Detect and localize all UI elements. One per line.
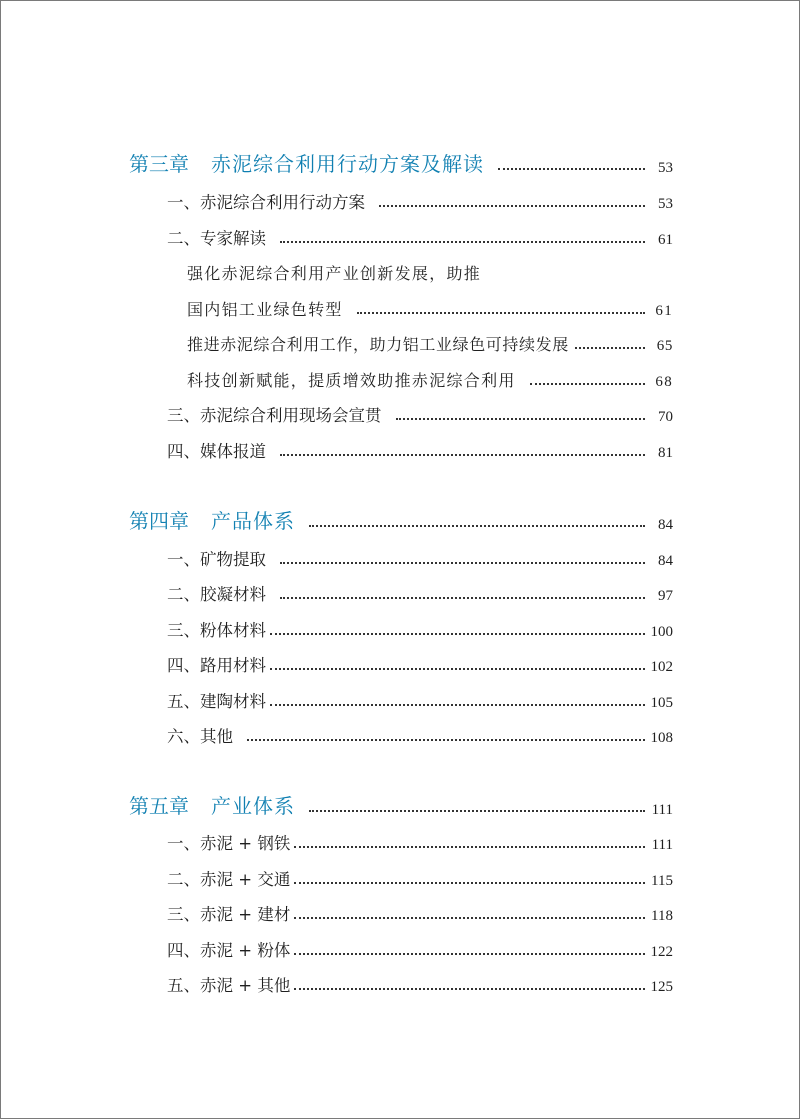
entry-label: 五、赤泥 + 其他 (167, 976, 291, 995)
entry-label: 科技创新赋能，提质增效助推赤泥综合利用 (187, 371, 516, 390)
page-number: 68 (655, 374, 673, 390)
toc-entry[interactable] (167, 937, 673, 961)
toc-entry[interactable] (167, 225, 673, 249)
entry-label: 一、赤泥 + 钢铁 (167, 834, 291, 853)
dot-leader (280, 561, 645, 564)
chapter-title: 产品体系 (211, 509, 295, 533)
entry-label: 二、赤泥 + 交通 (167, 870, 291, 889)
entry-label: 二、专家解读 (167, 229, 266, 248)
entry-label: 推进赤泥综合利用工作，助力铝工业绿色可持续发展 (187, 335, 569, 354)
entry-label: 一、矿物提取 (167, 550, 266, 569)
toc-entry[interactable] (167, 972, 673, 996)
page-number: 81 (658, 445, 673, 461)
entry-label: 国内铝工业绿色转型 (187, 300, 343, 319)
page-number: 61 (658, 232, 673, 248)
page-number: 61 (655, 303, 673, 319)
dot-leader (294, 952, 644, 955)
page-number: 118 (651, 908, 673, 924)
dot-leader (270, 632, 645, 635)
entry-label: 二、胶凝材料 (167, 585, 266, 604)
dot-leader (280, 453, 645, 456)
page-number: 84 (658, 553, 673, 569)
entry-label: 三、粉体材料 (167, 621, 266, 640)
entry-label: 强化赤泥综合利用产业创新发展，助推 (187, 264, 482, 283)
chapter-number: 第四章 (129, 509, 189, 533)
entry-label: 四、路用材料 (167, 656, 266, 675)
dot-leader (575, 346, 645, 349)
dot-leader (280, 596, 645, 599)
entry-label: 三、赤泥综合利用现场会宣贯 (167, 406, 382, 425)
chapter-title: 赤泥综合利用行动方案及解读 (211, 152, 484, 176)
dot-leader (294, 987, 644, 990)
toc-entry[interactable] (167, 402, 673, 426)
chapter-title: 产业体系 (211, 794, 295, 818)
page-number: 111 (651, 802, 673, 818)
page-number: 84 (658, 517, 673, 533)
chapter-number: 第三章 (129, 152, 189, 176)
toc-entry[interactable] (167, 830, 673, 854)
dot-leader (498, 167, 645, 170)
toc-entry[interactable] (167, 438, 673, 462)
toc-subentry[interactable] (187, 331, 673, 355)
dot-leader (379, 204, 645, 207)
toc-entry[interactable] (167, 189, 673, 213)
entry-label: 四、媒体报道 (167, 442, 266, 461)
page-number: 105 (650, 695, 673, 711)
entry-label: 五、建陶材料 (167, 692, 266, 711)
page-number: 53 (658, 160, 673, 176)
page-number: 122 (650, 944, 673, 960)
toc-entry[interactable] (167, 688, 673, 712)
dot-leader (294, 845, 645, 848)
chapter-number: 第五章 (129, 794, 189, 818)
toc-chapter-3[interactable] (129, 151, 673, 177)
toc-entry[interactable] (167, 546, 673, 570)
dot-leader (294, 881, 645, 884)
dot-leader (294, 916, 645, 919)
dot-leader (530, 382, 645, 385)
page-number: 65 (656, 338, 673, 354)
dot-leader (357, 311, 645, 314)
page-number: 108 (650, 730, 673, 746)
dot-leader (309, 809, 645, 812)
dot-leader (309, 524, 645, 527)
entry-label: 四、赤泥 + 粉体 (167, 941, 291, 960)
page-number: 100 (650, 624, 673, 640)
toc-chapter-5[interactable] (129, 793, 673, 819)
dot-leader (270, 667, 645, 670)
page-number: 53 (658, 196, 673, 212)
dot-leader (247, 738, 645, 741)
dot-leader (270, 703, 645, 706)
page-number: 111 (651, 837, 673, 853)
entry-label: 六、其他 (167, 727, 233, 746)
toc-entry[interactable] (167, 617, 673, 641)
toc-entry[interactable] (167, 866, 673, 890)
toc-entry[interactable] (167, 723, 673, 747)
toc-entry[interactable] (167, 652, 673, 676)
page-number: 125 (650, 979, 673, 995)
toc-subentry[interactable] (187, 260, 673, 284)
page-number: 70 (658, 409, 673, 425)
entry-label: 一、赤泥综合利用行动方案 (167, 193, 365, 212)
toc-chapter-4[interactable] (129, 508, 673, 534)
dot-leader (396, 417, 646, 420)
toc-subentry[interactable] (187, 367, 673, 391)
dot-leader (280, 240, 645, 243)
toc-entry[interactable] (167, 901, 673, 925)
page-number: 102 (650, 659, 673, 675)
toc-subentry[interactable] (187, 296, 673, 320)
page-number: 97 (658, 588, 673, 604)
entry-label: 三、赤泥 + 建材 (167, 905, 291, 924)
toc-entry[interactable] (167, 581, 673, 605)
page-number: 115 (651, 873, 673, 889)
